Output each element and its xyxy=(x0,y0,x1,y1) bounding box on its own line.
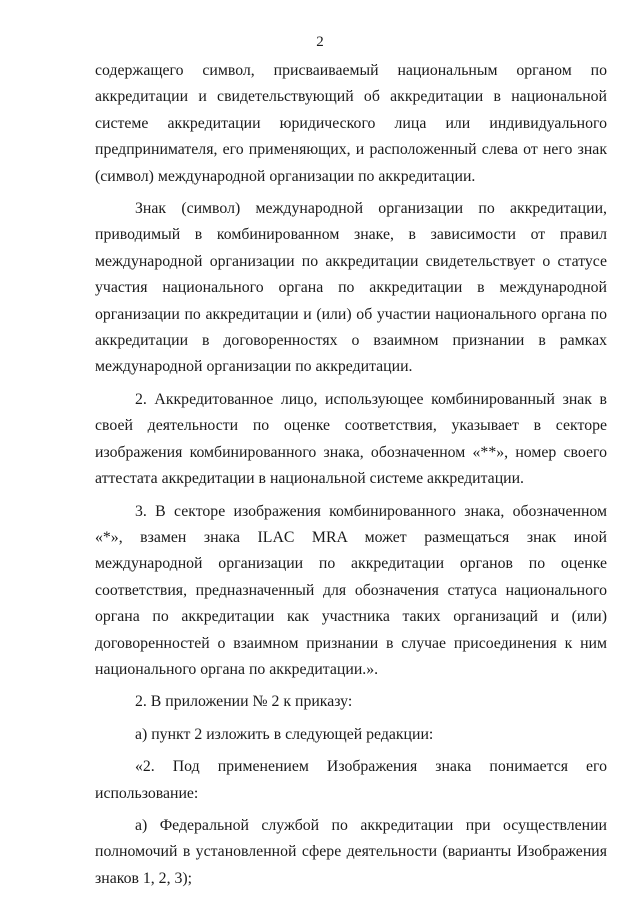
paragraph-item-2: 2. Аккредитованное лицо, использующее комбинированный знак в своей деятельности по оценке соответствия, указывает в секторе изображения комбинированного знака, обозначенном «**», номер своего аттестата аккредитации в национальной системе аккредитации. xyxy=(95,390,607,488)
paragraph-subitem-a: а) пункт 2 изложить в следующей редакции: xyxy=(135,725,434,743)
paragraph-continuation: содержащего символ, присваиваемый национальным органом по аккредитации и свидетельствующий об аккредитации в национальной системе аккредитации юридического лица или индивидуального предпринимателя, его применяющих, и расположенный слева от него знак (символ) международной организации по аккредитации. xyxy=(95,62,607,185)
page-number: 2 xyxy=(316,34,324,50)
paragraph-symbol-meaning: Знак (символ) международной организации по аккредитации, приводимый в комбинированном знаке, в зависимости от правил международной организации по аккредитации свидетельствует о статусе участия национального органа по аккредитации в международной организации по аккредитации и (или) об участии национального органа по аккредитации в договоренностях о взаимном признании в рамках международной организации по аккредитации. xyxy=(95,200,607,376)
document-body xyxy=(95,58,607,892)
paragraph-quote-a: а) Федеральной службой по аккредитации при осуществлении полномочий в установленной сфере деятельности (варианты Изображения знаков 1, 2, 3); xyxy=(95,816,607,887)
paragraph-annex-2: 2. В приложении № 2 к приказу: xyxy=(135,693,353,711)
paragraph-item-3: 3. В секторе изображения комбинированного знака, обозначенном «*», взамен знака ILAC MRA может размещаться знак иной международной организации по аккредитации органов по оценке соответствия, предназначенный для обозначения статуса национального органа по аккредитации как участника таких организаций и (или) договоренностей о взаимном признании в случае присоединения к ним национального органа по аккредитации.». xyxy=(95,502,607,678)
paragraph-quote-2: «2. Под применением Изображения знака понимается его использование: xyxy=(95,758,607,802)
